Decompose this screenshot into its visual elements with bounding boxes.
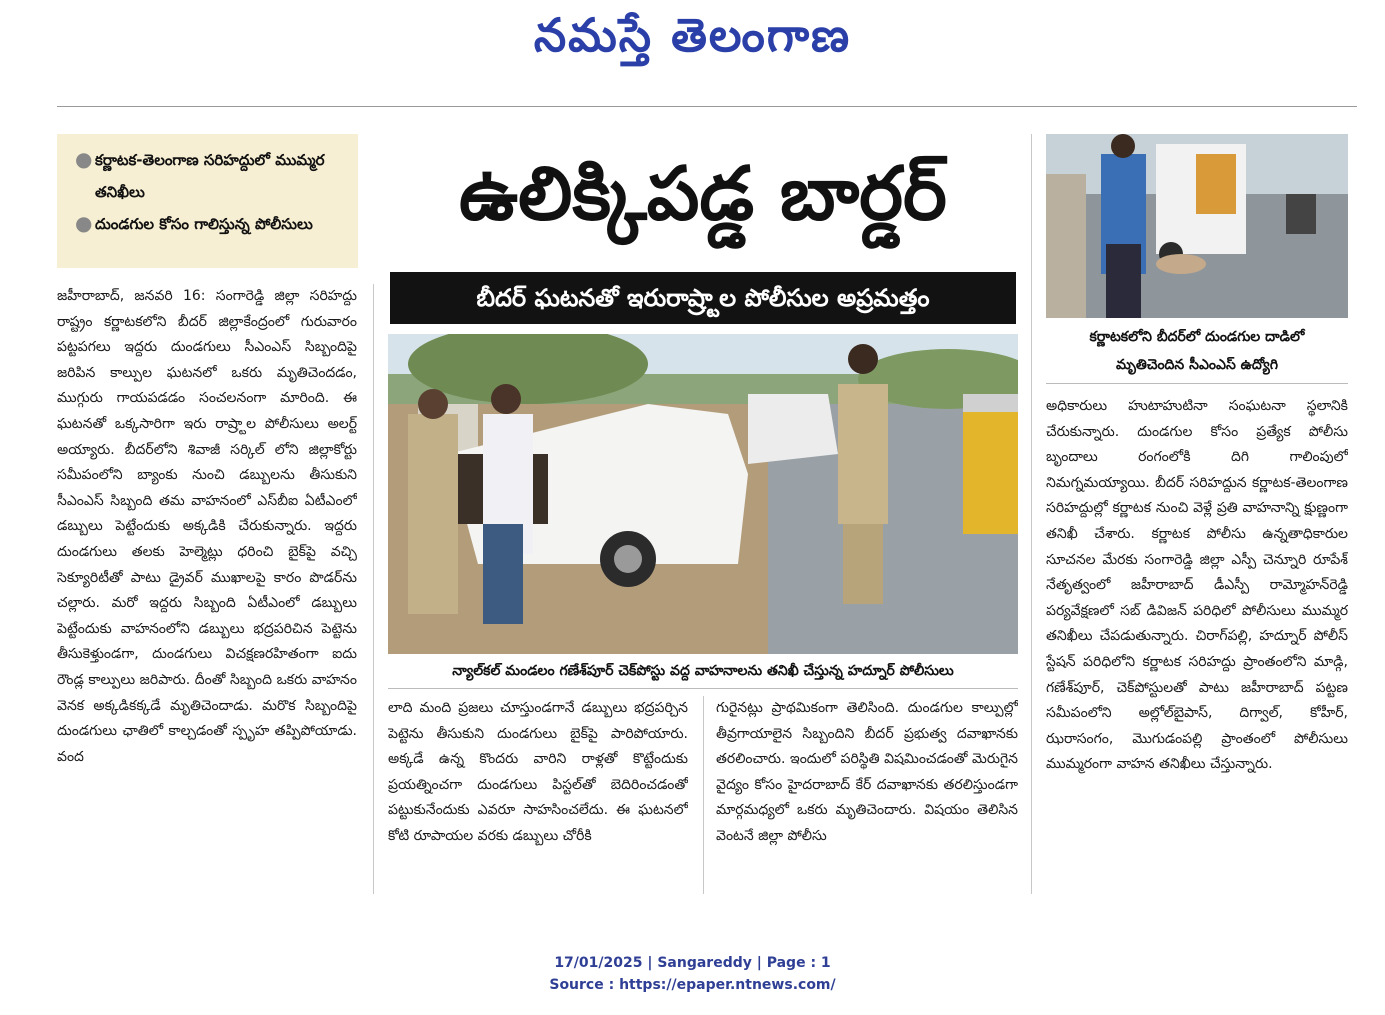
article-text: లాది మంది ప్రజలు చూస్తుండగానే డబ్బులు భద్రపర్చిన పెట్టెను తీసుకుని దుండగులు బైక్‌పై పారిపోయారు. అక్కడే ఉన్న కొందరు వారిని రాళ్లతో కొట్టేందుకు ప్రయత్నించగా దుండగులు పిస్టల్‌తో బెదిరించడంతో పట్టుకునేందుకు ఎవరూ సాహసించలేదు. ఈ ఘటనలో కోటి రూపాయల వరకు డబ్బులు చోరీకి [388,700,688,844]
article-column-3 [716,696,1018,896]
article-text: అధికారులు హుటాహుటినా సంఘటనా స్థలానికి చేరుకున్నారు. దుండగుల కోసం ప్రత్యేక పోలీసు బృందాలు రంగంలోకి దిగి గాలింపులో నిమగ్నమయ్యాయి. బీదర్ సరిహద్దున కర్ణాటక-తెలంగాణ సరిహద్దుల్లో కర్ణాటక నుంచి వెళ్లే ప్రతి వాహనాన్ని క్షుణ్ణంగా తనిఖీ చేశారు. కర్ణాటక పోలీసు ఉన్నతాధికారుల సూచనల మేరకు సంగారెడ్డి జిల్లా ఎస్పీ చెన్నూరి రూపేశ్ నేతృత్వంలో జహీరాబాద్ డీఎస్పీ రామ్మోహన్‌రెడ్డి పర్యవేక్షణలో సబ్ డివిజన్ పరిధిలో పోలీసులు ముమ్మర తనిఖీలు చేపడుతున్నారు. చిరాగ్‌పల్లి, హద్నూర్ పోలీస్ స్టేషన్ పరిధిలోని కర్ణాటక సరిహద్దు ప్రాంతంలోని మాడ్గి, గణేశ్‌పూర్, చెక్‌పోస్టులతో పాటు జహీరాబాద్ పట్టణ సమీపంలోని అల్లోల్‌బైపాస్, దిగ్వాల్, కోహీర్, ఝరాసంగం, మొగుడంపల్లి ప్రాంతంలో పోలీసులు ముమ్మరంగా వాహన తనిఖీలు చేస్తున్నారు. [1046,398,1348,773]
checkpost-photo-image [388,334,1018,654]
highlight-item [75,144,348,208]
article-column-4 [1046,394,1348,894]
victim-scene-photo-image [1046,134,1348,318]
bullet-icon: ● [75,211,93,235]
article-text: గురైనట్లు ప్రాథమికంగా తెలిసింది. దుండగుల కాల్పుల్లో తీవ్రగాయాలైన సిబ్బందిని బీదర్ ప్రభుత్వ దవాఖానకు తరలించారు. ఇందులో పరిస్థితి విషమించడంతో మెరుగైన వైద్యం కోసం హైదరాబాద్ కేర్ దవాఖానకు తరలిస్తుండగా మార్గమధ్యలో ఒకరు మృతిచెందారు. విషయం తెలిసిన వెంటనే జిల్లా పోలీసు [716,700,1018,844]
newspaper-masthead: నమస్తే తెలంగాణ [533,8,852,62]
column-divider [1031,134,1032,894]
highlight-text: దుండగుల కోసం గాలిస్తున్న పోలీసులు [95,215,313,233]
column-divider [703,696,704,894]
footer-edition-info: 17/01/2025 | Sangareddy | Page : 1 [554,955,831,971]
masthead-divider [57,106,1357,107]
side-photo-caption [1046,318,1348,384]
article-column-1 [57,284,357,896]
column-divider [373,284,374,894]
photo-caption: న్యాల్‌కల్ మండలం గణేశ్‌పూర్ చెక్‌పోస్టు వద్ద వాహనాలను తనిఖీ చేస్తున్న హద్నూర్ పోలీసులు [388,654,1018,689]
side-caption-line: మృతిచెందిన సీఎంఎస్ ఉద్యోగి [1116,357,1278,373]
checkpost-photo [388,334,1018,654]
side-caption-line: కర్ణాటకలోని బీదర్‌లో దుండగుల దాడిలో [1089,329,1305,345]
highlight-item [75,208,348,240]
subheadline: బీదర్ ఘటనతో ఇరురాష్ర్టాల పోలీసుల అప్రమత్తం [390,272,1016,324]
bullet-icon: ● [75,147,93,171]
highlights-box [57,134,358,268]
headline: ఉలిక్కిపడ్డ బార్డర్ [459,151,947,237]
article-column-2 [388,696,688,896]
victim-scene-photo [1046,134,1348,318]
footer-source-link[interactable]: Source : https://epaper.ntnews.com/ [549,977,836,993]
article-text: జహీరాబాద్, జనవరి 16: సంగారెడ్డి జిల్లా సరిహద్దు రాష్ట్రం కర్ణాటకలోని బీదర్ జిల్లాకేంద్రంలో గురువారం పట్టపగలు ఇద్దరు దుండగులు సీఎంఎస్ సిబ్బందిపై జరిపిన కాల్పుల ఘటనలో ఒకరు మృతిచెందడం, ముగ్గురు గాయపడడం సంచలనంగా మారింది. ఈ ఘటనతో ఒక్కసారిగా ఇరు రాష్ర్టాల పోలీసులు అలర్ట్ అయ్యారు. బీదర్‌లోని శివాజీ సర్కిల్ లోని జిల్లాకోర్టు సమీపంలోని బ్యాంకు నుంచి డబ్బులను తీసుకుని సీఎంఎస్ సిబ్బంది తమ వాహనంలో ఎస్‌బీఐ ఏటీఎంలో డబ్బులు పెట్టేందుకు అక్కడికి చేరుకున్నారు. ఇద్దరు దుండగులు తలకు హెల్మెట్లు ధరించి బైక్‌పై వచ్చి సెక్యూరిటీతో పాటు డ్రైవర్ ముఖాలపై కారం పొడర్‌ను చల్లారు. మరో ఇద్దరు సిబ్బంది ఏటీఎంలో డబ్బులు పెట్టేందుకు వాహనంలోని డబ్బులు భద్రపరిచిన పెట్టెను తీసుకెళ్తుండగా, దుండగులు విచక్షణరహితంగా ఐదు రౌండ్ల కాల్పులు జరిపారు. దీంతో సిబ్బంది ఒకరు వాహనం వెనక అక్కడికక్కడే మృతిచెందాడు. మరొక సిబ్బందిపై దుండగులు ఛాతిలో కాల్చడంతో స్పృహ తప్పిపోయాడు. వంద [57,288,357,765]
highlight-text: కర్ణాటక-తెలంగాణ సరిహద్దులో ముమ్మర తనిఖీలు [95,151,325,201]
